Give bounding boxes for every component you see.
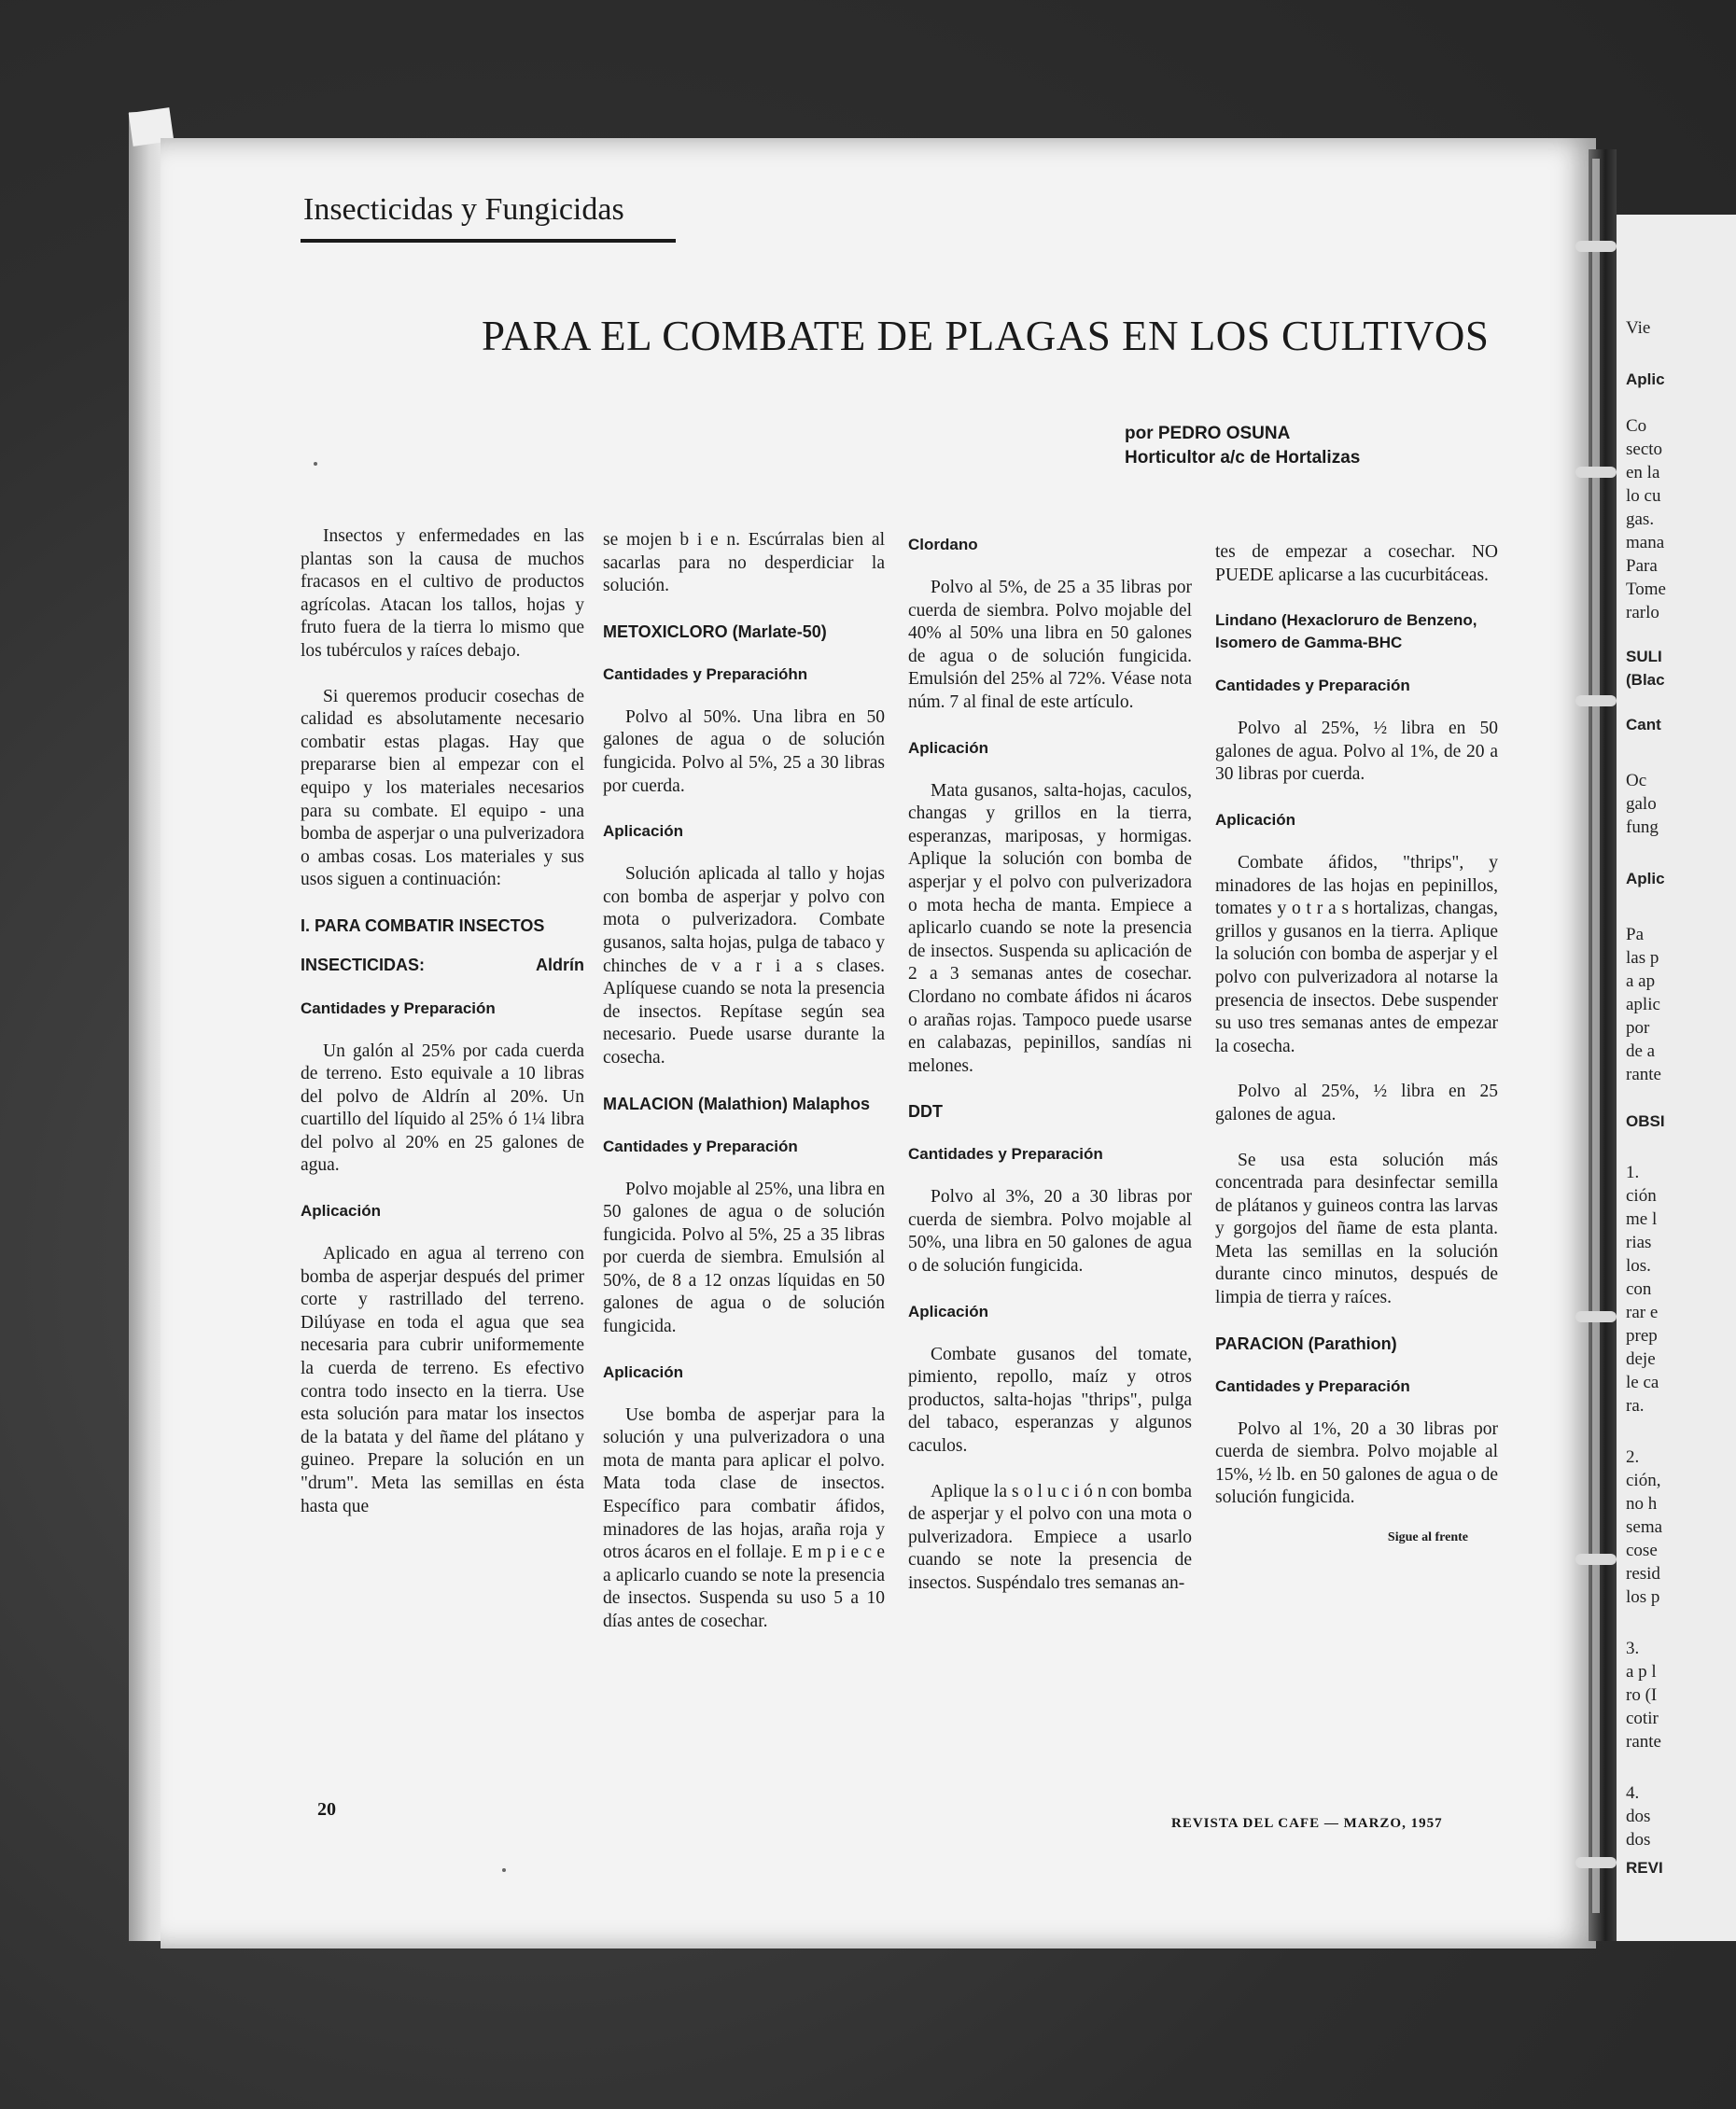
facing-page-text: gas. xyxy=(1626,510,1655,529)
facing-page-text: me l xyxy=(1626,1209,1658,1229)
facing-page-text: ción, xyxy=(1626,1471,1661,1490)
facing-page-text: ra. xyxy=(1626,1396,1645,1416)
binding-ring xyxy=(1575,1857,1617,1868)
byline-role: Horticultor a/c de Hortalizas xyxy=(1125,448,1361,468)
facing-page-text: mana xyxy=(1626,533,1665,552)
paragraph: Polvo al 50%. Una libra en 50 galones de agua o de solución fungicida. Polvo al 5%, 25 a 30 libras por cuerda. xyxy=(603,706,885,796)
facing-page-text: REVI xyxy=(1626,1859,1663,1877)
facing-page-text: dos xyxy=(1626,1807,1651,1826)
paragraph: Polvo al 25%, ½ libra en 25 galones de agua. xyxy=(1215,1082,1498,1124)
subheading: Aplicación xyxy=(908,738,988,757)
paragraph: Insectos y enfermedades en las plantas son la causa de muchos fracasos en el cultivo de productos agrícolas. Atacan los tallos, hojas y fruto fuera de la tierra lo mismo que los tubérculos y raíces debajo. xyxy=(301,526,584,661)
paragraph: Aplicado en agua al terreno con bomba de asperjar después del primer corte y rastrillado del terreno. Dilúyase en toda el agua que sea necesaria para cubrir uniformemente la cuerda de terreno. Es efectivo contra todo insecto en la tierra. Use esta solución para matar los insectos de la batata y del ñame del plátano y guineo. Prepare la solución en un "drum". Meta las semillas en ésta hasta que xyxy=(301,1244,584,1516)
facing-page-text: Pa xyxy=(1626,925,1644,944)
binding-ring xyxy=(1575,1554,1617,1565)
facing-page-fragment xyxy=(1617,215,1736,1941)
facing-page-text: con xyxy=(1626,1279,1652,1299)
facing-page-text: Para xyxy=(1626,556,1658,576)
facing-page-text: las p xyxy=(1626,948,1659,968)
subheading: Cantidades y Preparación xyxy=(908,1145,1103,1164)
paragraph: Un galón al 25% por cada cuerda de terreno. Esto equivale a 10 libras del polvo de Aldrín al 20%. Un cuartillo del líquido al 25% ó 1¼ libra del polvo al 20% en 25 galones de agua. xyxy=(301,1041,584,1176)
facing-page-text: 4. xyxy=(1626,1783,1640,1803)
binding-ring xyxy=(1575,1311,1617,1322)
subheading: Aplicación xyxy=(301,1202,381,1221)
subheading-row xyxy=(301,954,584,977)
page-number: 20 xyxy=(317,1799,336,1820)
binding-ring xyxy=(1575,241,1617,252)
facing-page-text: (Blac xyxy=(1626,671,1665,689)
facing-page-text: 2. xyxy=(1626,1447,1640,1467)
subheading: Aplicación xyxy=(603,822,683,841)
byline-author: por PEDRO OSUNA xyxy=(1125,424,1291,443)
section-underline xyxy=(301,239,676,243)
facing-page-text: por xyxy=(1626,1018,1650,1038)
facing-page-text: Aplic xyxy=(1626,870,1665,887)
facing-page-text: lo cu xyxy=(1626,486,1661,506)
facing-page-text: los p xyxy=(1626,1587,1660,1607)
subheading: Aplicación xyxy=(908,1302,988,1320)
subheading: Clordano xyxy=(908,536,978,553)
paragraph: Polvo al 1%, 20 a 30 libras por cuerda de siembra. Polvo mojable al 15%, ½ lb. en 50 galones de agua o de solución fungicida. xyxy=(1215,1418,1498,1508)
subheading: METOXICLORO (Marlate-50) xyxy=(603,622,827,641)
facing-page-text: secto xyxy=(1626,440,1663,459)
byline xyxy=(1125,422,1360,470)
facing-page-text: ro (I xyxy=(1626,1685,1658,1705)
facing-page-text: Vie xyxy=(1626,318,1651,338)
facing-page-text: Tome xyxy=(1626,580,1666,599)
facing-page-text: no h xyxy=(1626,1494,1658,1514)
page-footer: REVISTA DEL CAFE — MARZO, 1957 xyxy=(1171,1816,1443,1831)
facing-page-text: 1. xyxy=(1626,1163,1640,1182)
facing-page-text: a ap xyxy=(1626,971,1656,991)
subheading: INSECTICIDAS: xyxy=(301,955,426,974)
facing-page-text: OBSI xyxy=(1626,1112,1665,1130)
facing-page-text: rar e xyxy=(1626,1303,1659,1322)
column-1 xyxy=(301,525,584,1541)
article-headline: PARA EL COMBATE DE PLAGAS EN LOS CULTIVOS xyxy=(482,313,1490,359)
facing-page-text: en la xyxy=(1626,463,1660,482)
section-heading: I. PARA COMBATIR INSECTOS xyxy=(301,915,545,935)
facing-page-text: deje xyxy=(1626,1349,1656,1369)
facing-page-text: Cant xyxy=(1626,716,1661,733)
facing-page-text: Aplic xyxy=(1626,370,1665,388)
column-3 xyxy=(908,534,1192,1618)
paragraph: tes de empezar a cosechar. NO PUEDE aplicarse a las cucurbitáceas. xyxy=(1215,542,1498,585)
paragraph: Se usa esta solución más concentrada para desinfectar semilla de plátanos y guineos contra las larvas y gorgojos del ñame de esta planta. Meta las semillas en la solución durante cinco minutos, después de limpia de tierra y raíces. xyxy=(1215,1150,1498,1308)
facing-page-text: 3. xyxy=(1626,1639,1640,1658)
facing-page-text: prep xyxy=(1626,1326,1658,1346)
facing-page-text: a p l xyxy=(1626,1662,1657,1682)
facing-page-text: Oc xyxy=(1626,771,1647,790)
subheading: Cantidades y Preparacióhn xyxy=(603,664,808,683)
paragraph: Use bomba de asperjar para la solución y una pulverizadora o una mota de manta para aplicar el polvo. Mata toda clase de insectos. Específico para combatir áfidos, minadores de las hojas, araña roja y otros ácaros en el follaje. E m p i e c e a aplicarlo cuando se note la presencia de insectos. Suspenda su uso 5 a 10 días antes de cosechar. xyxy=(603,1404,885,1631)
facing-page-text: rias xyxy=(1626,1233,1652,1252)
speck xyxy=(502,1868,506,1872)
subheading: Cantidades y Preparación xyxy=(1215,677,1410,695)
subheading: Cantidades y Preparación xyxy=(603,1137,798,1155)
continued-note: Sigue al frente xyxy=(1387,1530,1468,1545)
subheading: Lindano (Hexacloruro de Benzeno, Isomero de Gamma-BHC xyxy=(1215,611,1477,652)
paragraph: Polvo al 25%, ½ libra en 50 galones de agua. Polvo al 1%, de 20 a 30 libras por cuerda. xyxy=(1215,719,1498,785)
facing-page-text: le ca xyxy=(1626,1373,1659,1392)
facing-page-text: de a xyxy=(1626,1041,1656,1061)
facing-page-text: rante xyxy=(1626,1065,1661,1084)
paragraph: Polvo al 5%, de 25 a 35 libras por cuerda de siembra. Polvo mojable del 40% al 50% una libra en 50 galones de agua o de solución fungicida. Emulsión del 25% al 72%. Véase nota núm. 7 al final de este artículo. xyxy=(908,578,1192,712)
paragraph: Mata gusanos, salta-hojas, caculos, changas y grillos en la tierra, esperanzas, mariposas, y hormigas. Aplique la solución con bomba de asperjar y el polvo con pulverizadora o mota hecha de manta. Empiece a aplicarlo cuando se note la presencia de insectos. Suspenda su aplicación de 2 a 3 semanas antes de cosechar. Clordano no combate áfidos ni ácaros o arañas rojas. Tampoco puede usarse en calabazas, pepinillos, sandías ni melones. xyxy=(908,780,1192,1076)
binding-wire xyxy=(1592,159,1600,1913)
facing-page-text: resid xyxy=(1626,1564,1660,1584)
subheading: DDT xyxy=(908,1102,943,1122)
paragraph: Combate gusanos del tomate, pimiento, repollo, maíz y otros productos, salta-hojas "thrips", pulga del tabaco, esperanzas y algunos caculos. xyxy=(908,1344,1192,1457)
paragraph: Polvo mojable al 25%, una libra en 50 galones de agua o de solución fungicida. Polvo al 5%, 25 a 35 libras por cuerda de siembra. Emulsión al 50%, de 8 a 12 onzas líquidas en 50 galones de agua o de solución fungicida. xyxy=(603,1179,885,1337)
subheading: Aplicación xyxy=(603,1362,683,1381)
facing-page-text: rarlo xyxy=(1626,603,1659,622)
section-label: Insecticidas y Fungicidas xyxy=(303,192,624,227)
facing-page-text: ción xyxy=(1626,1186,1657,1206)
subheading: Cantidades y Preparación xyxy=(301,999,496,1017)
facing-page-text: rante xyxy=(1626,1732,1661,1752)
subheading: Cantidades y Preparación xyxy=(1215,1376,1410,1395)
paragraph: Combate áfidos, "thrips", y minadores de las hojas en pepinillos, tomates y o t r a s hortalizas, changas, grillos y gusanos en la tierra. Aplique la solución con bomba de asperjar y el polvo con pulverizadora al notarse la presencia de insectos. Debe suspender su uso tres semanas antes de empezar la cosecha. xyxy=(1215,852,1498,1056)
subheading: Aplicación xyxy=(1215,810,1295,829)
speck xyxy=(314,462,317,466)
facing-page-text: Co xyxy=(1626,416,1647,436)
facing-page-text: cose xyxy=(1626,1541,1658,1560)
paragraph: Solución aplicada al tallo y hojas con bomba de asperjar y polvo con mota o pulverizadora. Combate gusanos, salta hojas, pulga de tabaco y chinches de v a r i a s clases. Aplíquese cuando se nota la presencia de insectos. Repítase según sea necesario. Puede usarse durante la cosecha. xyxy=(603,864,885,1068)
subheading: MALACION (Malathion) Malaphos xyxy=(603,1094,870,1113)
binding-ring xyxy=(1575,695,1617,706)
subheading: PARACION (Parathion) xyxy=(1215,1334,1397,1353)
facing-page-text: dos xyxy=(1626,1830,1651,1850)
facing-page-text: los. xyxy=(1626,1256,1651,1276)
column-4 xyxy=(1215,541,1498,1572)
facing-page-text: SULI xyxy=(1626,648,1662,665)
binding-ring xyxy=(1575,467,1617,478)
subheading: Aldrín xyxy=(536,955,584,974)
facing-page-text: sema xyxy=(1626,1517,1663,1537)
paragraph: Si queremos producir cosechas de calidad es absolutamente necesario combatir estas plagas. Hay que prepararse bien al empezar con el equipo y los materiales necesarios para su combate. El equipo - una bomba de asperjar o una pulverizadora o ambas cosas. Los materiales y sus usos siguen a continuación: xyxy=(301,686,584,890)
facing-page-text: fung xyxy=(1626,817,1659,837)
column-2 xyxy=(603,529,885,1656)
paragraph: Polvo al 3%, 20 a 30 libras por cuerda de siembra. Polvo mojable al 50%, una libra en 50 galones de agua o de solución fungicida. xyxy=(908,1187,1192,1277)
facing-page-text: cotir xyxy=(1626,1709,1659,1728)
paragraph: Aplique la s o l u c i ó n con bomba de asperjar y el polvo con una mota o pulverizadora. Empiece a usarlo cuando se note la presencia de insectos. Suspéndalo tres semanas an- xyxy=(908,1481,1192,1593)
facing-page-text: aplic xyxy=(1626,995,1660,1014)
facing-page-text: galo xyxy=(1626,794,1657,814)
paragraph: se mojen b i e n. Escúrralas bien al sacarlas para no desperdiciar la solución. xyxy=(603,530,885,596)
